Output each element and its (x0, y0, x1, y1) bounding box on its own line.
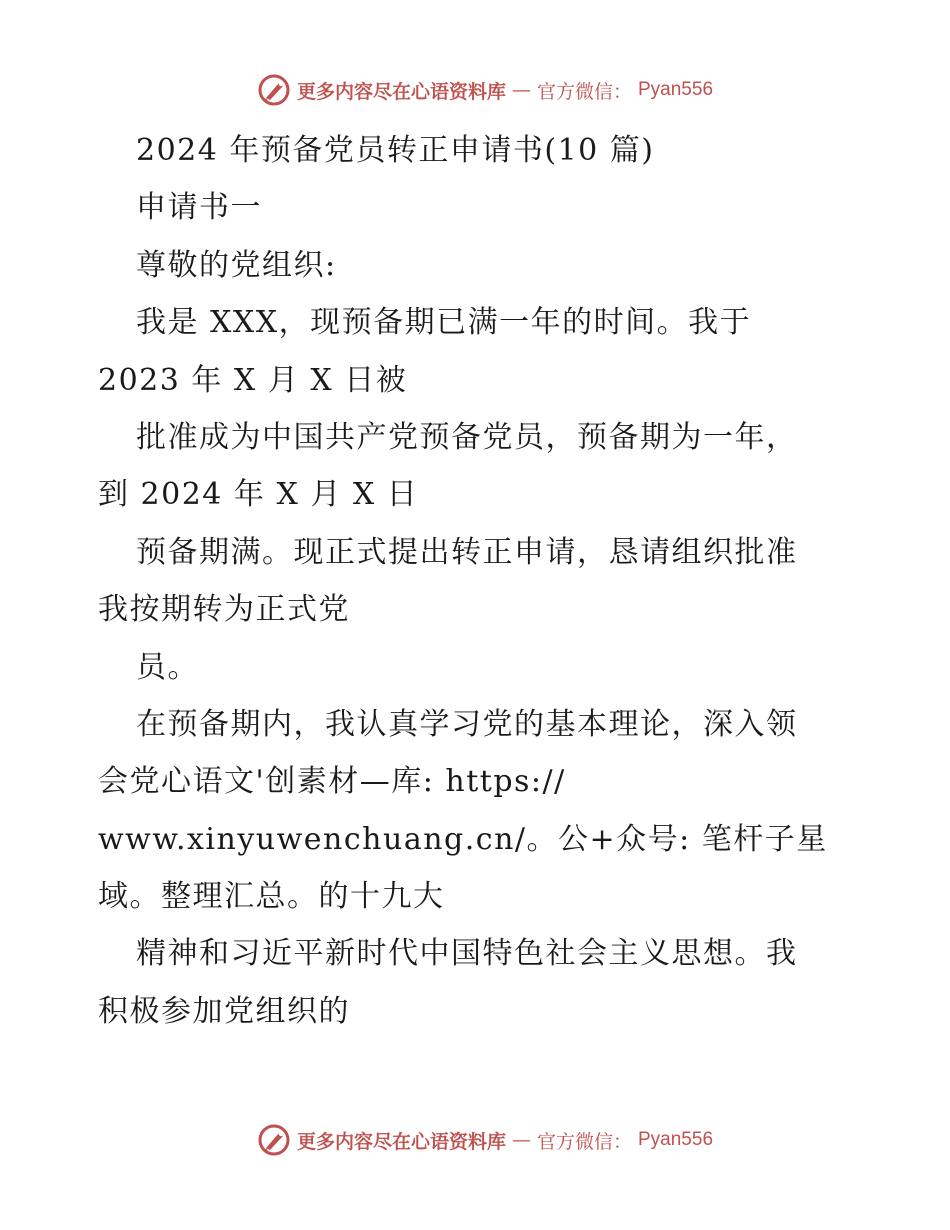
banner-main-text: 更多内容尽在心语资料库 (296, 1130, 506, 1153)
document-line: 预备期满。现正式提出转正申请，恳请组织批准 (136, 534, 798, 570)
footer-banner-inner (257, 1123, 713, 1157)
document-line: 会党心语文'创素材—库: https:// (98, 764, 566, 800)
document-body (98, 122, 858, 1040)
header-banner (0, 70, 950, 110)
document-line: www.xinyuwenchuang.cn/。公+众号: 笔杆子星 (98, 821, 828, 857)
document-line: 在预备期内，我认真学习党的基本理论，深入领 (136, 706, 798, 742)
document-line: 到 2024 年 X 月 X 日 (98, 477, 419, 513)
document-line: 精神和习近平新时代中国特色社会主义思想。我 (136, 936, 798, 972)
document-line: 我按期转为正式党 (98, 592, 350, 628)
document-line: 批准成为中国共产党预备党员，预备期为一年， (136, 419, 798, 455)
document-line: 尊敬的党组织: (136, 247, 337, 283)
document-line: 我是 XXX，现预备期已满一年的时间。我于 (136, 305, 752, 341)
pen-circle-icon (257, 73, 291, 107)
banner-separator: — (511, 79, 531, 101)
banner-separator: — (511, 1129, 531, 1151)
document-line: 申请书一 (136, 190, 262, 226)
document-line: 2023 年 X 月 X 日被 (98, 362, 408, 398)
pen-circle-icon (257, 1123, 291, 1157)
header-banner-inner (257, 73, 713, 107)
banner-wechat-label: 官方微信： (536, 1130, 632, 1153)
document-line: 域。整理汇总。的十九大 (98, 879, 445, 915)
banner-wechat-label: 官方微信： (536, 80, 632, 103)
banner-main-text: 更多内容尽在心语资料库 (296, 80, 506, 103)
document-line: 员。 (136, 649, 199, 685)
document-line: 2024 年预备党员转正申请书(10 篇) (136, 133, 655, 168)
document-line: 积极参加党组织的 (98, 993, 350, 1029)
banner-wechat-id: Pyan556 (638, 79, 714, 100)
footer-banner (0, 1120, 950, 1160)
banner-wechat-id: Pyan556 (638, 1129, 714, 1150)
